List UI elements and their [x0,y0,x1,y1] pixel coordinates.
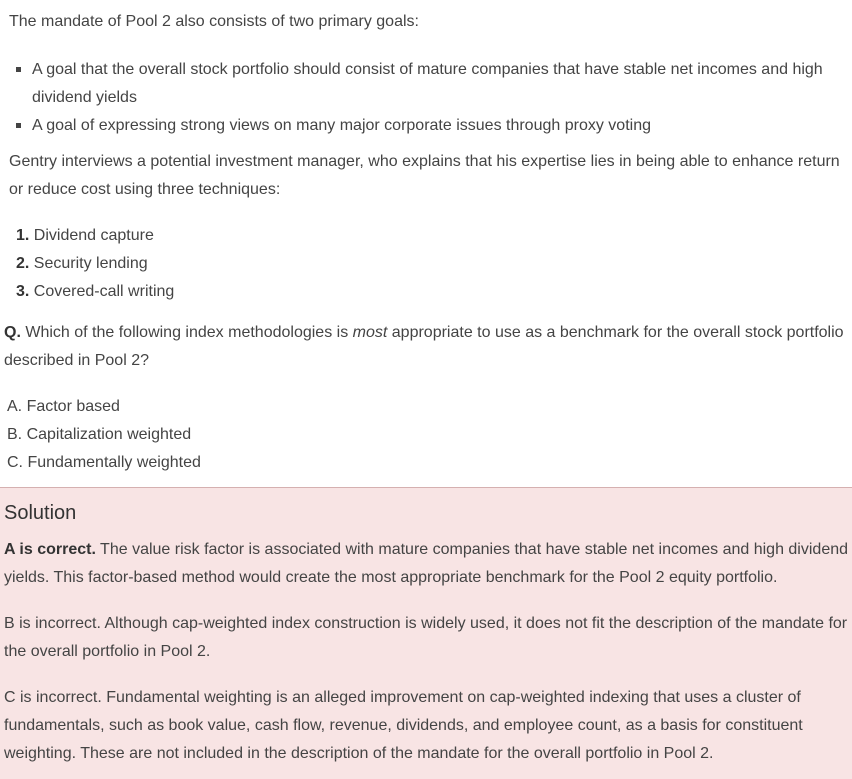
square-bullet-icon [16,123,21,128]
list-number: 2. [16,255,30,272]
list-item [0,222,174,250]
solution-title: Solution [4,502,77,524]
goals-list [0,56,840,140]
list-number: 1. [16,227,30,244]
technique-text: Dividend capture [33,227,154,244]
goal-text: A goal of expressing strong views on many major corporate issues through proxy voting [32,117,651,134]
list-item [0,250,174,278]
question-prefix: Q. [4,324,21,341]
question-emphasis: most [352,324,388,341]
question [4,319,850,375]
techniques-list [0,222,174,306]
goal-text: A goal that the overall stock portfolio should consist of mature companies that have stable net incomes and high dividend yields [32,61,823,106]
answer-options [7,393,201,477]
technique-text: Covered-call writing [33,283,175,300]
list-item [0,112,840,140]
question-text-before: Which of the following index methodologies is [25,324,349,341]
question-text-after: appropriate to use as a benchmark for the overall stock portfolio described in Pool 2? [4,324,844,369]
correct-label: A is correct. [4,541,96,558]
solution-c-paragraph: C is incorrect. Fundamental weighting is an alleged improvement on cap-weighted indexing that uses a cluster of fundamentals, such as book value, cash flow, revenue, dividends, and employee count, as a basis for constituent weighting. These are not included in the description of the mandate for the overall portfolio in Pool 2. [4,689,803,762]
solution-b-paragraph: B is incorrect. Although cap-weighted index construction is widely used, it does not fit the description of the mandate for the overall portfolio in Pool 2. [4,615,848,660]
intro-text: The mandate of Pool 2 also consists of two primary goals: [9,13,419,30]
square-bullet-icon [16,67,21,72]
list-number: 3. [16,283,30,300]
correct-explanation: The value risk factor is associated with mature companies that have stable net incomes and high dividend yields. This factor-based method would create the most appropriate benchmark for the Pool 2 equity portfolio. [4,541,849,586]
option-b: B. Capitalization weighted [7,426,192,443]
gentry-paragraph: Gentry interviews a potential investment manager, who explains that his expertise lies in being able to enhance return or reduce cost using three techniques: [9,153,840,198]
list-item [0,56,840,112]
list-item [0,278,174,306]
technique-text: Security lending [33,255,148,272]
solution-correct-paragraph [4,536,849,592]
option-a: A. Factor based [7,398,120,415]
option-c: C. Fundamentally weighted [7,454,201,471]
solution-panel [0,487,852,779]
